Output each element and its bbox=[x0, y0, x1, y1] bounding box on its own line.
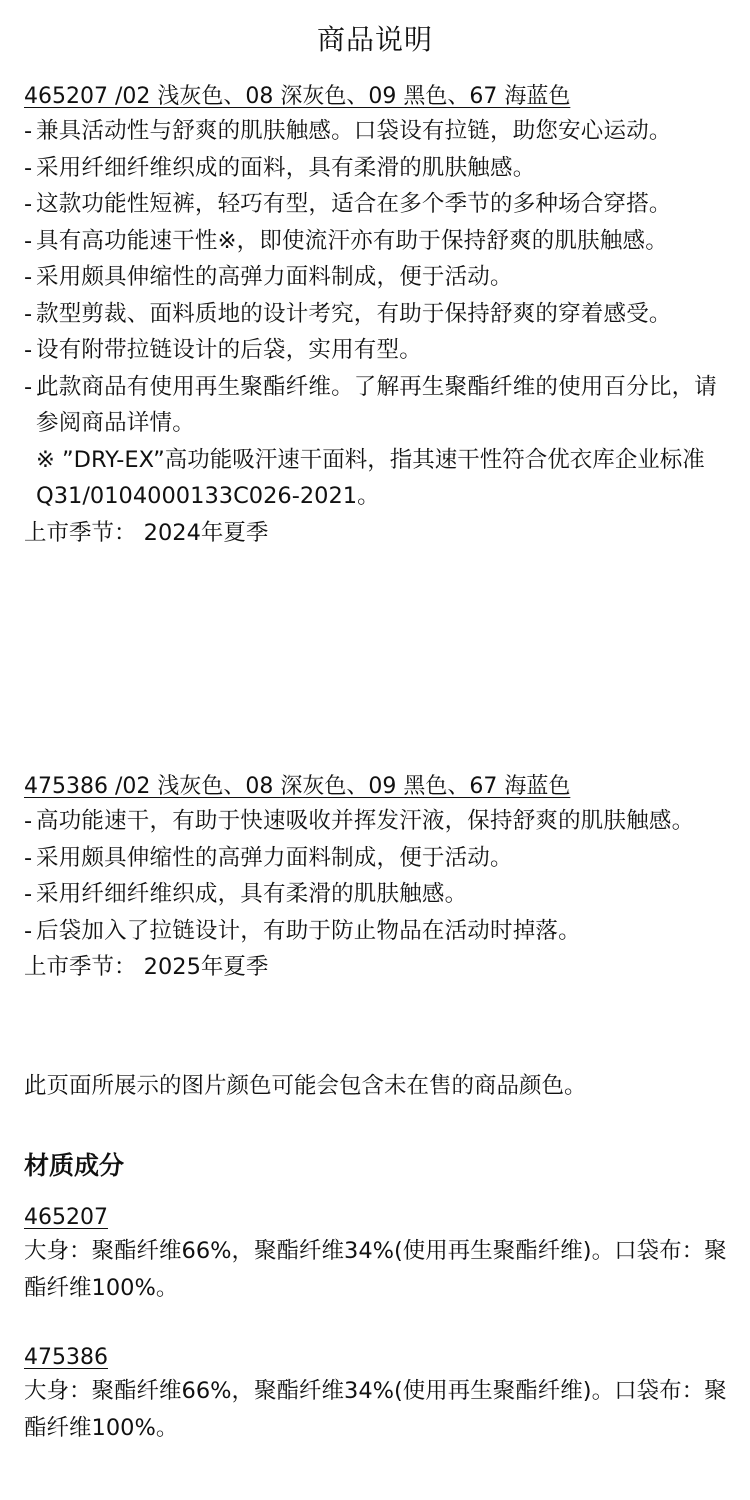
feature-bullet: - 兼具活动性与舒爽的肌肤触感。口袋设有拉链，助您安心运动。 bbox=[24, 113, 728, 150]
material-composition: 大身：聚酯纤维66%，聚酯纤维34%(使用再生聚酯纤维)。口袋布：聚酯纤维100%。 bbox=[24, 1378, 727, 1441]
feature-bullet: - 这款功能性短裤，轻巧有型，适合在多个季节的多种场合穿搭。 bbox=[24, 186, 728, 223]
feature-bullet: - 款型剪裁、面料质地的设计考究，有助于保持舒爽的穿着感受。 bbox=[24, 296, 728, 333]
material-item-475386 bbox=[24, 1343, 728, 1447]
material-composition: 大身：聚酯纤维66%，聚酯纤维34%(使用再生聚酯纤维)。口袋布：聚酯纤维100%。 bbox=[24, 1238, 727, 1301]
dry-ex-note: ※ ”DRY-EX”高功能吸汗速干面料，指其速干性符合优衣库企业标准Q31/0104000133C026-2021。 bbox=[36, 446, 705, 509]
product-section-475386 bbox=[24, 772, 728, 986]
product-section-465207 bbox=[24, 82, 728, 551]
release-season: 上市季节： 2024年夏季 bbox=[24, 519, 269, 546]
feature-bullet: - 设有附带拉链设计的后袋，实用有型。 bbox=[24, 332, 728, 369]
product-code-line: 475386 /02 浅灰色、08 深灰色、09 黑色、67 海蓝色 bbox=[24, 774, 571, 799]
materials-section bbox=[24, 1148, 728, 1184]
release-season: 上市季节： 2025年夏季 bbox=[24, 954, 269, 980]
material-product-code: 465207 bbox=[24, 1205, 108, 1230]
feature-bullet: - 具有高功能速干性※，即使流汗亦有助于保持舒爽的肌肤触感。 bbox=[24, 223, 728, 260]
page-title: 商品说明 bbox=[316, 23, 433, 56]
feature-bullet: - 采用颇具伸缩性的高弹力面料制成，便于活动。 bbox=[24, 259, 728, 296]
materials-heading: 材质成分 bbox=[24, 1151, 125, 1180]
feature-bullet: - 后袋加入了拉链设计，有助于防止物品在活动时掉落。 bbox=[24, 913, 728, 950]
color-disclaimer: 此页面所展示的图片颜色可能会包含未在售的商品颜色。 bbox=[24, 1073, 587, 1099]
feature-bullet: - 此款商品有使用再生聚酯纤维。了解再生聚酯纤维的使用百分比，请参阅商品详情。 bbox=[24, 369, 728, 442]
feature-bullet: - 采用纤细纤维织成的面料，具有柔滑的肌肤触感。 bbox=[24, 150, 728, 187]
product-code-line: 465207 /02 浅灰色、08 深灰色、09 黑色、67 海蓝色 bbox=[24, 84, 571, 109]
feature-bullet: - 高功能速干，有助于快速吸收并挥发汗液，保持舒爽的肌肤触感。 bbox=[24, 803, 728, 840]
material-item-465207 bbox=[24, 1203, 728, 1307]
feature-bullet: - 采用纤细纤维织成，具有柔滑的肌肤触感。 bbox=[24, 876, 728, 913]
material-product-code: 475386 bbox=[24, 1345, 108, 1370]
feature-bullet: - 采用颇具伸缩性的高弹力面料制成，便于活动。 bbox=[24, 840, 728, 877]
